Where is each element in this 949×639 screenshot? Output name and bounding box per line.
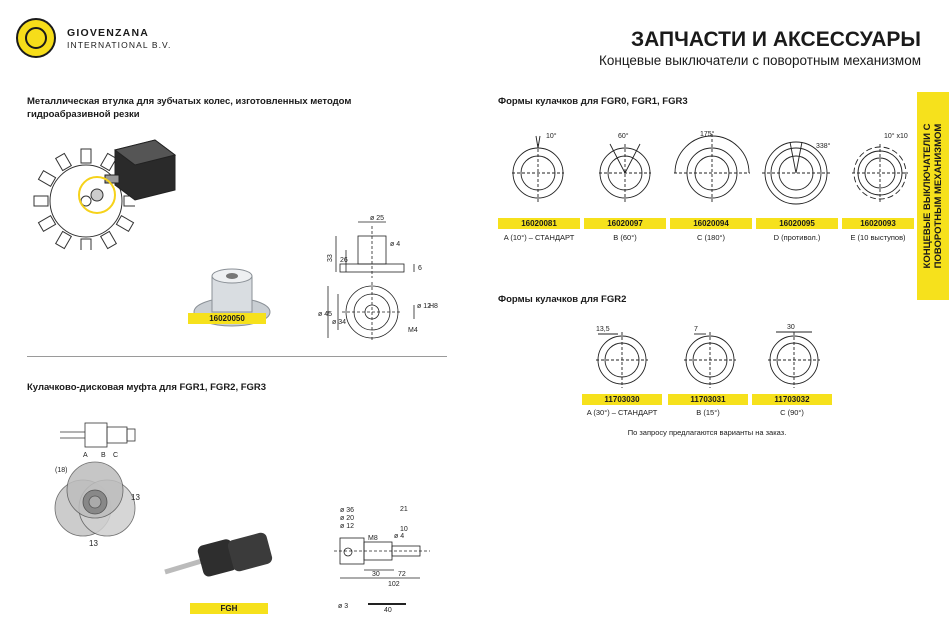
company-name: GIOVENZANA	[67, 27, 150, 39]
bushing-section-title: Металлическая втулка для зубчатых колес, изготовленных методом гидроабразивной резки	[27, 96, 352, 120]
coupling-code-badge: FGH	[190, 603, 268, 614]
dim-d12: ø 12	[417, 303, 432, 310]
coupling-photo	[160, 520, 285, 590]
coupling-label-b: B	[101, 452, 106, 459]
cam-c-code: 16020094	[670, 218, 752, 229]
cams-fgr2-drawings	[582, 322, 842, 390]
limit-switch-illustration	[75, 135, 185, 230]
dim-40: 40	[384, 607, 392, 612]
dim-h6: 6	[418, 265, 422, 272]
dim-21: 21	[400, 506, 408, 513]
bushing-drawing	[318, 212, 448, 342]
cam-a-caption: A (10°) – СТАНДАРТ	[503, 233, 575, 242]
cam2-b-caption: B (15°)	[696, 408, 720, 417]
dim-102: 102	[388, 581, 400, 588]
cam-c-caption: C (180°)	[696, 233, 725, 242]
dim-m4: M4	[408, 327, 418, 334]
page-title: ЗАПЧАСТИ И АКСЕССУАРЫ	[630, 28, 921, 51]
cam-d-angle: 338°	[816, 143, 831, 150]
dim-d34: ø 34	[332, 319, 347, 326]
cam-e-code: 16020093	[842, 218, 914, 229]
cam-b-angle: 60°	[618, 133, 629, 140]
dim-18: (18)	[55, 467, 68, 474]
dim-d25: ø 25	[370, 215, 385, 222]
dim-72: 72	[398, 571, 406, 578]
cam2-a-dim: 13,5	[596, 326, 610, 333]
cam-d-caption: D (противол.)	[773, 233, 821, 242]
coupling-label-c: C	[113, 452, 119, 459]
dim-d4: ø 4	[394, 533, 405, 540]
dim-d20: ø 20	[340, 515, 355, 522]
dim-30: 30	[372, 571, 380, 578]
coupling-front-view	[45, 460, 155, 550]
dim-d36: ø 36	[340, 507, 355, 514]
company-subtitle: INTERNATIONAL B.V.	[67, 40, 172, 50]
cam-b-code: 16020097	[584, 218, 666, 229]
cams-fgr2-title: Формы кулачков для FGR2	[498, 294, 627, 305]
dim-13-vertical: 13	[131, 493, 140, 502]
page-subtitle: Концевые выключатели с поворотным механизмом	[599, 53, 921, 68]
cam-e-angle: 10° x10	[884, 133, 908, 140]
cams-fgr013-title: Формы кулачков для FGR0, FGR1, FGR3	[498, 96, 688, 107]
dim-d12: ø 12	[340, 523, 355, 530]
dim-d3: ø 3	[338, 603, 349, 610]
dim-h8: H8	[429, 303, 438, 310]
dim-h33: 33	[327, 254, 334, 262]
custom-variants-note: По запросу предлагаются варианты на заказ.	[627, 428, 787, 437]
cam-c-angle: 175°	[700, 131, 715, 138]
coupling-side-view	[55, 415, 150, 460]
cam-e-caption: E (10 выступов)	[850, 233, 906, 242]
cams-fgr013-drawings	[498, 128, 918, 208]
dim-m8: M8	[368, 535, 378, 542]
cam-b-caption: B (60°)	[613, 233, 637, 242]
coupling-label-a: A	[83, 452, 88, 459]
cam2-a-code: 11703030	[582, 394, 662, 405]
coupling-section-title: Кулачково-дисковая муфта для FGR1, FGR2, FGR3	[27, 382, 267, 393]
cam-a-angle: 10°	[546, 133, 557, 140]
cam2-c-caption: C (90°)	[780, 408, 804, 417]
dim-h26: 26	[340, 257, 348, 264]
side-tab-label: КОНЦЕВЫЕ ВЫКЛЮЧАТЕЛИ С ПОВОРОТНЫМ МЕХАНИЗМОМ	[922, 123, 944, 269]
cam2-c-code: 11703032	[752, 394, 832, 405]
dim-d4: ø 4	[390, 241, 401, 248]
cam-d-code: 16020095	[756, 218, 838, 229]
cam2-b-dim: 7	[694, 326, 698, 333]
cam2-a-caption: A (30°) – СТАНДАРТ	[586, 408, 658, 417]
coupling-drawing	[330, 502, 440, 612]
dim-13-horizontal: 13	[89, 539, 98, 548]
company-logo	[16, 18, 56, 58]
cam-a-code: 16020081	[498, 218, 580, 229]
cam2-b-code: 11703031	[668, 394, 748, 405]
section-divider	[27, 356, 447, 357]
side-category-tab[interactable]	[917, 92, 949, 300]
dim-10: 10	[400, 526, 408, 533]
dim-d45: ø 45	[318, 311, 333, 318]
bushing-code-badge: 16020050	[188, 313, 266, 324]
cam2-c-dim: 30	[787, 324, 795, 331]
